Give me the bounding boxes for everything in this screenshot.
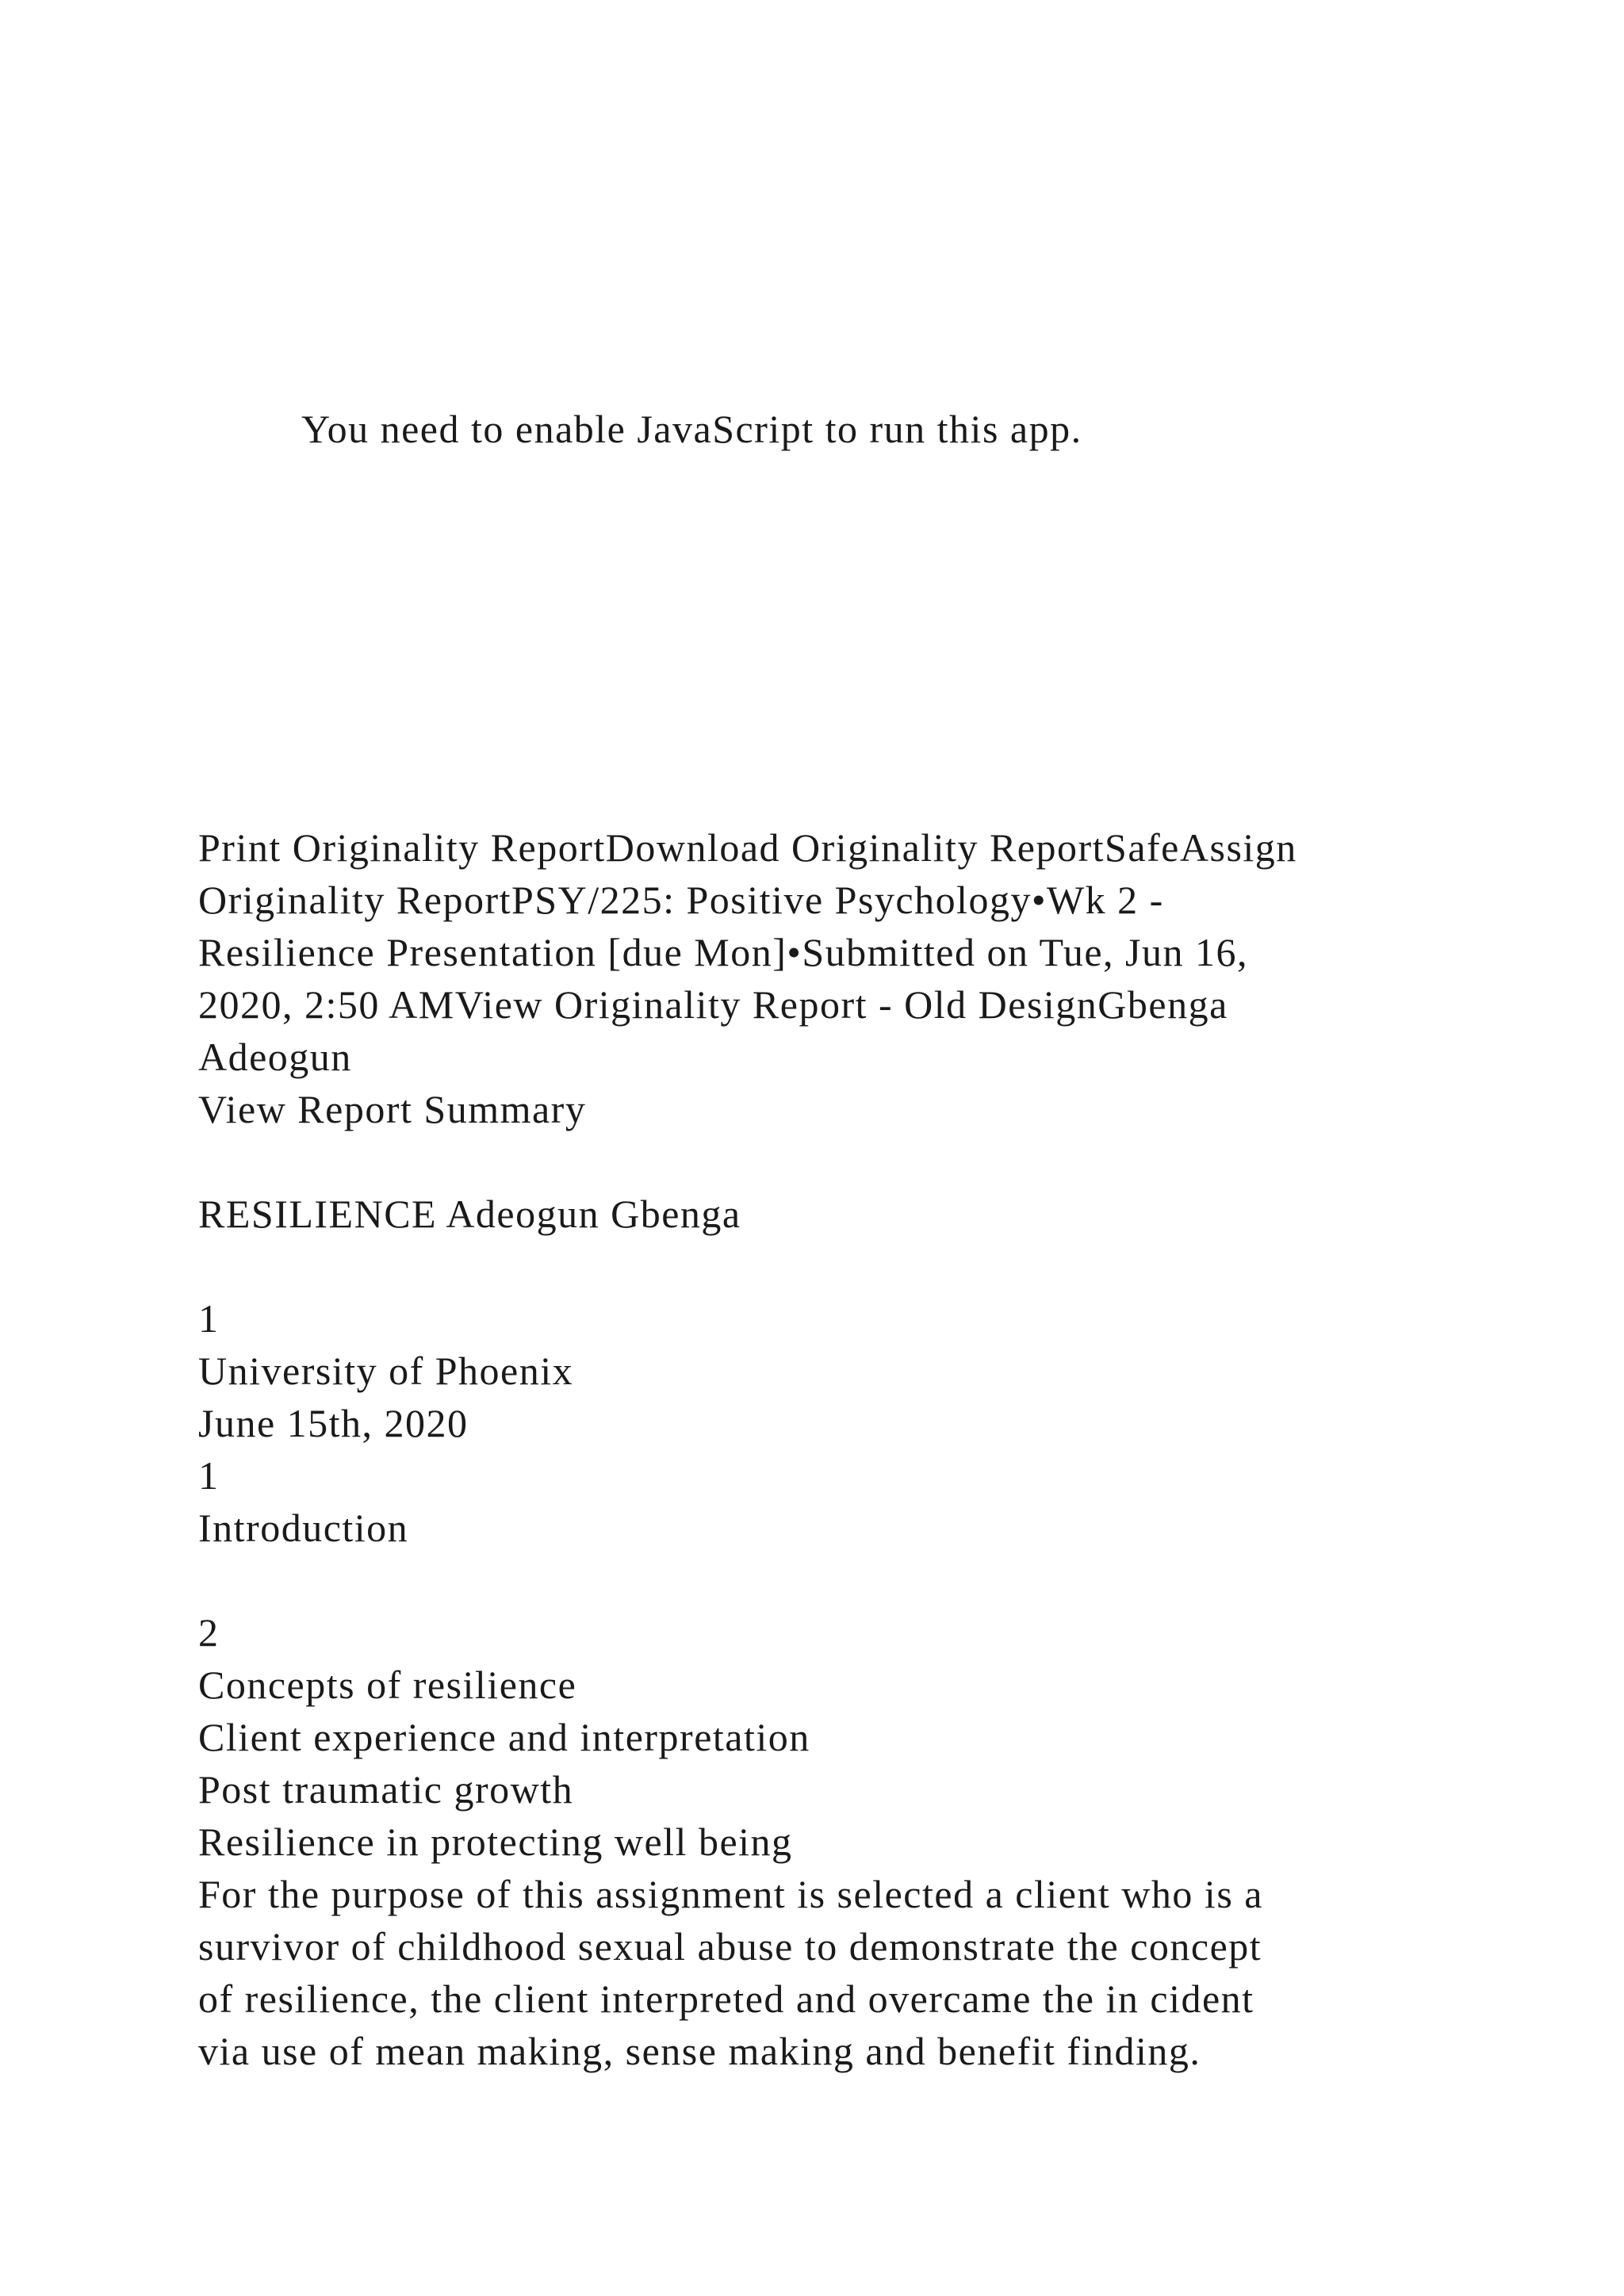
paragraph-line-2: survivor of childhood sexual abuse to demonstrate the concept bbox=[198, 1924, 1262, 1969]
report-header-line-5: Adeogun bbox=[198, 1035, 352, 1079]
report-header-line-3: Resilience Presentation [due Mon]•Submitted on Tue, Jun 16, bbox=[198, 930, 1248, 974]
bullet-concepts: Concepts of resilience bbox=[198, 1663, 577, 1707]
document-title: RESILIENCE Adeogun Gbenga bbox=[198, 1192, 741, 1236]
introduction-heading: Introduction bbox=[198, 1506, 409, 1550]
institution: University of Phoenix bbox=[198, 1349, 574, 1393]
view-report-summary: View Report Summary bbox=[198, 1087, 587, 1131]
paragraph-line-3: of resilience, the client interpreted and overcame the in cident bbox=[198, 1976, 1254, 2021]
paragraph-line-4: via use of mean making, sense making and benefit finding. bbox=[198, 2029, 1201, 2073]
slide-number-1-repeat: 1 bbox=[198, 1453, 220, 1498]
paragraph-line-1: For the purpose of this assignment is selected a client who is a bbox=[198, 1872, 1263, 1916]
slide-number-1: 1 bbox=[198, 1296, 220, 1341]
report-header-line-1: Print Originality ReportDownload Originality ReportSafeAssign bbox=[198, 825, 1297, 870]
bullet-resilience-wellbeing: Resilience in protecting well being bbox=[198, 1820, 793, 1864]
report-header-line-2: Originality ReportPSY/225: Positive Psychology•Wk 2 - bbox=[198, 878, 1164, 922]
bullet-post-traumatic-growth: Post traumatic growth bbox=[198, 1767, 574, 1812]
document-body bbox=[198, 821, 1562, 2077]
blank-line bbox=[198, 1240, 1562, 1292]
slide-number-2: 2 bbox=[198, 1610, 220, 1655]
blank-line bbox=[198, 1554, 1562, 1606]
bullet-client-experience: Client experience and interpretation bbox=[198, 1715, 810, 1759]
report-header-line-4: 2020, 2:50 AMView Originality Report - Old DesignGbenga bbox=[198, 982, 1228, 1027]
blank-line bbox=[198, 1135, 1562, 1188]
javascript-notice: You need to enable JavaScript to run this app. bbox=[301, 407, 1082, 451]
submission-date: June 15th, 2020 bbox=[198, 1401, 469, 1445]
